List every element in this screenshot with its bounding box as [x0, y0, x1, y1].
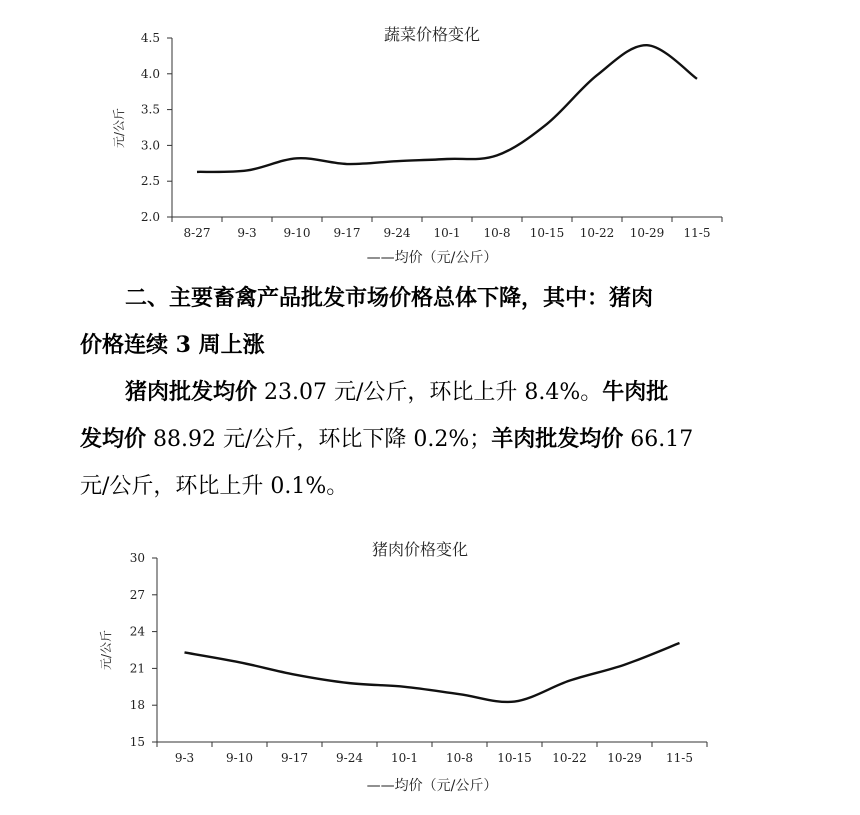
y-tick-label: 3.0	[140, 138, 160, 153]
x-tick-label: 10-1	[391, 751, 418, 765]
x-tick-label: 10-1	[433, 226, 461, 240]
x-tick-label: 9-10	[226, 751, 253, 765]
vegetable-price-chart	[0, 0, 860, 270]
x-tick-label: 9-3	[237, 226, 257, 240]
paragraph-line3: 元/公斤，环比上升 0.1%。	[80, 474, 349, 499]
x-tick-label: 11-5	[666, 751, 693, 765]
article-text	[80, 275, 780, 510]
x-tick-label: 10-22	[552, 751, 587, 765]
x-tick-label: 9-3	[174, 751, 195, 765]
x-tick-label: 10-8	[483, 226, 511, 240]
x-tick-label: 10-29	[607, 751, 642, 765]
x-tick-label: 10-8	[446, 751, 473, 765]
vegetable-price-chart-svg	[0, 0, 860, 270]
chart-legend: ——均价（元/公斤）	[366, 250, 498, 266]
x-tick-label: 10-29	[629, 226, 665, 240]
y-tick-label: 2.5	[140, 174, 160, 189]
chart-title: 猪肉价格变化	[371, 540, 469, 559]
y-axis-label: 元/公斤	[99, 629, 113, 671]
x-tick-label: 11-5	[683, 226, 711, 240]
y-tick-label: 4.5	[140, 31, 160, 45]
x-tick-label: 9-17	[281, 751, 308, 765]
chart-title: 蔬菜价格变化	[383, 25, 481, 44]
x-tick-label: 9-10	[283, 226, 311, 240]
pork-price-chart-svg	[0, 525, 860, 815]
x-tick-label: 8-27	[183, 226, 211, 240]
y-tick-label: 2.0	[140, 210, 160, 224]
x-tick-label: 10-15	[529, 226, 565, 240]
paragraph-line2	[80, 416, 780, 463]
pork-label: 猪肉批发均价	[125, 379, 258, 405]
beef-label-part2: 发均价	[80, 426, 147, 452]
paragraph-line1	[80, 369, 780, 416]
pork-price-text: 23.07 元/公斤，环比上升 8.4%。	[257, 380, 603, 405]
pork-price-chart	[0, 525, 860, 815]
y-tick-label: 15	[129, 735, 145, 749]
y-tick-label: 18	[129, 698, 145, 713]
x-tick-label: 9-24	[383, 226, 411, 240]
y-tick-label: 30	[129, 551, 145, 565]
series-line-均价	[185, 643, 680, 702]
section-heading-line2: 价格连续 3 周上涨	[80, 332, 265, 358]
beef-price-text: 88.92 元/公斤，环比下降 0.2%；	[146, 427, 492, 452]
section-heading-line1: 二、主要畜禽产品批发市场价格总体下降，其中：猪肉	[125, 285, 654, 311]
y-tick-label: 4.0	[140, 66, 160, 81]
y-tick-label: 24	[129, 624, 145, 639]
y-axis-label: 元/公斤	[112, 107, 126, 149]
y-tick-label: 3.5	[140, 102, 160, 117]
y-tick-label: 27	[129, 587, 145, 602]
x-tick-label: 9-17	[333, 226, 361, 240]
mutton-label: 羊肉批发均价	[491, 426, 624, 452]
chart-legend: ——均价（元/公斤）	[366, 778, 498, 794]
x-tick-label: 10-22	[579, 226, 615, 240]
beef-label-part1: 牛肉批	[602, 379, 669, 405]
y-tick-label: 21	[129, 661, 145, 676]
mutton-price-value: 66.17	[623, 427, 694, 452]
x-tick-label: 9-24	[336, 751, 363, 765]
series-line-均价	[197, 45, 697, 172]
x-tick-label: 10-15	[497, 751, 532, 765]
